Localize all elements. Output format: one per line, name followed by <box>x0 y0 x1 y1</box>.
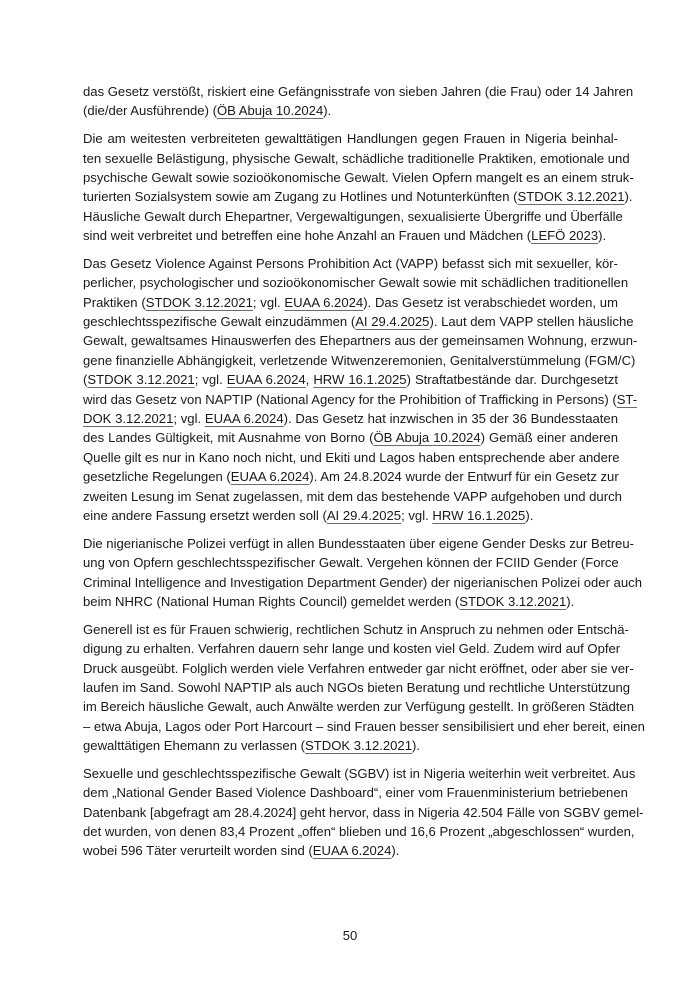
text-segment: eine andere Fassung ersetzt werden soll ( <box>83 507 327 523</box>
text-segment: psychische Gewalt sowie sozioökonomische Gewalt. Vielen Opfern mangelt es an einem struk- <box>83 169 634 185</box>
text-line <box>83 187 633 206</box>
text-segment: ). Das Gesetz ist verabschiedet worden, um <box>363 294 618 310</box>
text-segment: ). <box>525 507 534 523</box>
text-segment: ). Das Gesetz hat inzwischen in 35 der 36 Bundesstaaten <box>283 411 618 427</box>
text-line <box>83 639 621 658</box>
text-segment: Druck ausgeübt. Folglich werden viele Verfahren entweder gar nicht eröffnet, oder aber sie ver- <box>83 660 634 676</box>
citation-link[interactable]: STDOK 3.12.2021 <box>145 294 253 310</box>
text-line <box>83 736 618 755</box>
text-line <box>83 783 628 802</box>
text-line <box>83 620 629 639</box>
citation-link[interactable]: EUAA 6.2024 <box>204 411 284 427</box>
text-line <box>83 351 636 370</box>
text-segment: dem „National Gender Based Violence Dashboard“, einer vom Frauenministerium betriebenen <box>83 785 628 801</box>
text-line <box>83 764 636 783</box>
text-segment: Generell ist es für Frauen schwierig, rechtlichen Schutz in Anspruch zu nehmen oder Entschä- <box>83 621 629 637</box>
text-line <box>83 534 634 553</box>
text-line <box>83 467 618 486</box>
text-segment: ; vgl. <box>401 507 433 523</box>
text-segment: (die/der Ausführende) ( <box>83 103 217 119</box>
text-segment: Praktiken ( <box>83 294 146 310</box>
citation-link[interactable]: STDOK 3.12.2021 <box>517 189 625 205</box>
text-segment: Die am weitesten verbreiteten gewalttätigen Handlungen gegen Frauen in Nigeria beinhal- <box>83 131 618 147</box>
text-line <box>83 822 635 841</box>
citation-link[interactable]: EUAA 6.2024 <box>226 372 306 388</box>
text-line <box>83 390 638 409</box>
text-segment: Das Gesetz Violence Against Persons Prohibition Act (VAPP) befasst sich mit sexueller, kör- <box>83 255 618 271</box>
text-line <box>83 717 645 736</box>
paragraph <box>83 129 634 245</box>
citation-link[interactable]: LEFÖ 2023 <box>531 228 599 244</box>
text-segment: im Bereich häusliche Gewalt, auch Anwälte werden zur Verfügung gestellt. In größeren Städten <box>83 699 634 715</box>
citation-link[interactable]: EUAA 6.2024 <box>284 294 364 310</box>
text-segment: Häusliche Gewalt durch Ehepartner, Vergewaltigungen, sexualisierte Übergriffe und Überfälle <box>83 208 623 224</box>
citation-link[interactable]: HRW 16.1.2025 <box>313 372 407 388</box>
text-line <box>83 428 618 447</box>
text-segment: perlicher, psychologischer und sozioökonomischer Gewalt sowie mit schädlichen traditionellen <box>83 275 629 291</box>
text-segment: Die nigerianische Polizei verfügt in allen Bundesstaaten über eigene Gender Desks zur Betreu- <box>83 535 634 551</box>
text-segment: ; vgl. <box>194 372 227 388</box>
text-segment: gesetzliche Regelungen ( <box>83 469 231 485</box>
text-segment: Criminal Intelligence and Investigation Department Gender) der nigerianischen Polizei oder auch <box>83 574 642 590</box>
text-line <box>83 129 618 148</box>
text-segment: ). <box>412 738 420 754</box>
citation-link[interactable]: STDOK 3.12.2021 <box>305 738 412 754</box>
text-segment: – etwa Abuja, Lagos oder Port Harcourt – sind Frauen besser sensibilisiert und eher bereit, einen <box>83 718 645 734</box>
text-line <box>83 592 618 611</box>
text-segment: ung von Opfern geschlechtsspezifischer Gewalt. Vergehen können der FCIID Gender (Force <box>83 555 619 571</box>
text-segment: ). <box>566 593 575 609</box>
citation-link[interactable]: EUAA 6.2024 <box>312 843 392 859</box>
text-line <box>83 370 618 389</box>
text-segment: das Gesetz verstößt, riskiert eine Gefängnisstrafe von sieben Jahren (die Frau) oder 14 Jahren <box>83 84 634 99</box>
text-segment: Datenbank [abgefragt am 28.4.2024] geht hervor, dass in Nigeria 42.504 Fälle von SGBV gemel- <box>83 804 644 820</box>
text-segment: ). <box>323 103 332 119</box>
document-body <box>83 82 645 869</box>
text-line <box>83 448 618 467</box>
text-line <box>83 82 634 101</box>
text-segment: wird das Gesetz von NAPTIP (National Agency for the Prohibition of Trafficking in Persons) ( <box>83 391 617 407</box>
citation-link[interactable]: EUAA 6.2024 <box>230 469 310 485</box>
text-segment: gene finanzielle Abhängigkeit, verletzende Witwenzeremonien, Genitalverstümmelung (FGM/C) <box>83 352 636 368</box>
text-segment: det wurden, von denen 83,4 Prozent „offen“ blieben und 16,6 Prozent „abgeschlossen“ wurden, <box>83 824 635 840</box>
text-segment: ) Straftatbestände dar. Durchgesetzt <box>406 372 618 388</box>
text-line <box>83 553 618 572</box>
text-line <box>83 573 642 592</box>
text-line <box>83 149 630 168</box>
paragraph <box>83 764 644 861</box>
text-segment: ). <box>391 843 400 859</box>
citation-link[interactable]: STDOK 3.12.2021 <box>87 372 195 388</box>
text-line <box>83 697 634 716</box>
text-line <box>83 226 618 245</box>
text-segment: turierten Sozialsystem sowie am Zugang zu Hotlines und Notunterkünften ( <box>83 189 518 205</box>
citation-link[interactable]: AI 29.4.2025 <box>355 314 430 330</box>
text-segment: ). Am 24.8.2024 wurde der Entwurf für ein Gesetz zur <box>309 469 619 485</box>
text-segment: ( <box>83 372 88 388</box>
text-segment: ; vgl. <box>252 294 285 310</box>
text-segment: beim NHRC (National Human Rights Council) gemeldet werden ( <box>83 593 460 609</box>
paragraph <box>83 82 634 121</box>
text-segment: ) Gemäß einer anderen <box>480 430 618 446</box>
text-segment: sind weit verbreitet und betreffen eine hohe Anzahl an Frauen und Mädchen ( <box>83 228 532 244</box>
text-line <box>83 254 618 273</box>
citation-link[interactable]: HRW 16.1.2025 <box>432 507 526 523</box>
paragraph <box>83 620 645 756</box>
text-line <box>83 312 634 331</box>
paragraph <box>83 254 638 525</box>
text-segment: des Landes Gültigkeit, mit Ausnahme von Borno ( <box>83 430 374 446</box>
text-segment: , <box>305 372 314 388</box>
text-line <box>83 273 629 292</box>
text-segment: ). Laut dem VAPP stellen häusliche <box>429 314 634 330</box>
citation-link[interactable]: DOK 3.12.2021 <box>83 411 174 427</box>
citation-link[interactable]: AI 29.4.2025 <box>326 507 402 523</box>
text-line <box>83 506 618 525</box>
citation-link[interactable]: ÖB Abuja 10.2024 <box>216 103 324 119</box>
text-segment: Quelle gilt es nur in Kano noch nicht, und Ekiti und Lagos haben entsprechende aber andere <box>83 449 620 465</box>
text-segment: digung zu erhalten. Verfahren dauern sehr lange und kosten viel Geld. Zudem wird auf Opfer <box>83 641 621 657</box>
paragraph <box>83 534 642 612</box>
text-segment: laufen im Sand. Sowohl NAPTIP als auch NGOs bieten Beratung und rechtliche Unterstützung <box>83 679 631 695</box>
text-segment: wobei 596 Täter verurteilt worden sind ( <box>83 843 313 859</box>
text-segment: ). <box>624 189 633 205</box>
text-line <box>83 487 622 506</box>
text-line <box>83 841 618 860</box>
text-segment: zweiten Lesung im Senat zugelassen, mit dem das bestehende VAPP aufgehoben und durch <box>83 488 622 504</box>
text-line <box>83 168 634 187</box>
text-segment: ; vgl. <box>173 411 205 427</box>
text-segment: Gewalt, gewaltsames Hinauswerfen des Ehepartners aus der gemeinsamen Wohnung, erzwun- <box>83 333 638 349</box>
text-segment: Sexuelle und geschlechtsspezifische Gewalt (SGBV) ist in Nigeria weiterhin weit verbreitet. Aus <box>83 765 636 781</box>
citation-link[interactable]: ÖB Abuja 10.2024 <box>373 430 481 446</box>
citation-link[interactable]: ST- <box>616 391 638 407</box>
citation-link[interactable]: STDOK 3.12.2021 <box>459 593 567 609</box>
text-segment: ten sexuelle Belästigung, physische Gewalt, schädliche traditionelle Praktiken, emotionale und <box>83 150 630 166</box>
text-segment: gewalttätigen Ehemann zu verlassen ( <box>83 738 305 754</box>
text-line <box>83 101 618 120</box>
text-line <box>83 659 634 678</box>
text-segment: geschlechtsspezifische Gewalt einzudämmen ( <box>83 314 356 330</box>
text-line <box>83 678 631 697</box>
text-line <box>83 293 618 312</box>
text-line <box>83 331 638 350</box>
page-number: 50 <box>342 928 358 943</box>
text-line <box>83 207 623 226</box>
text-line <box>83 409 618 428</box>
text-segment: ). <box>598 228 607 244</box>
text-line <box>83 803 644 822</box>
